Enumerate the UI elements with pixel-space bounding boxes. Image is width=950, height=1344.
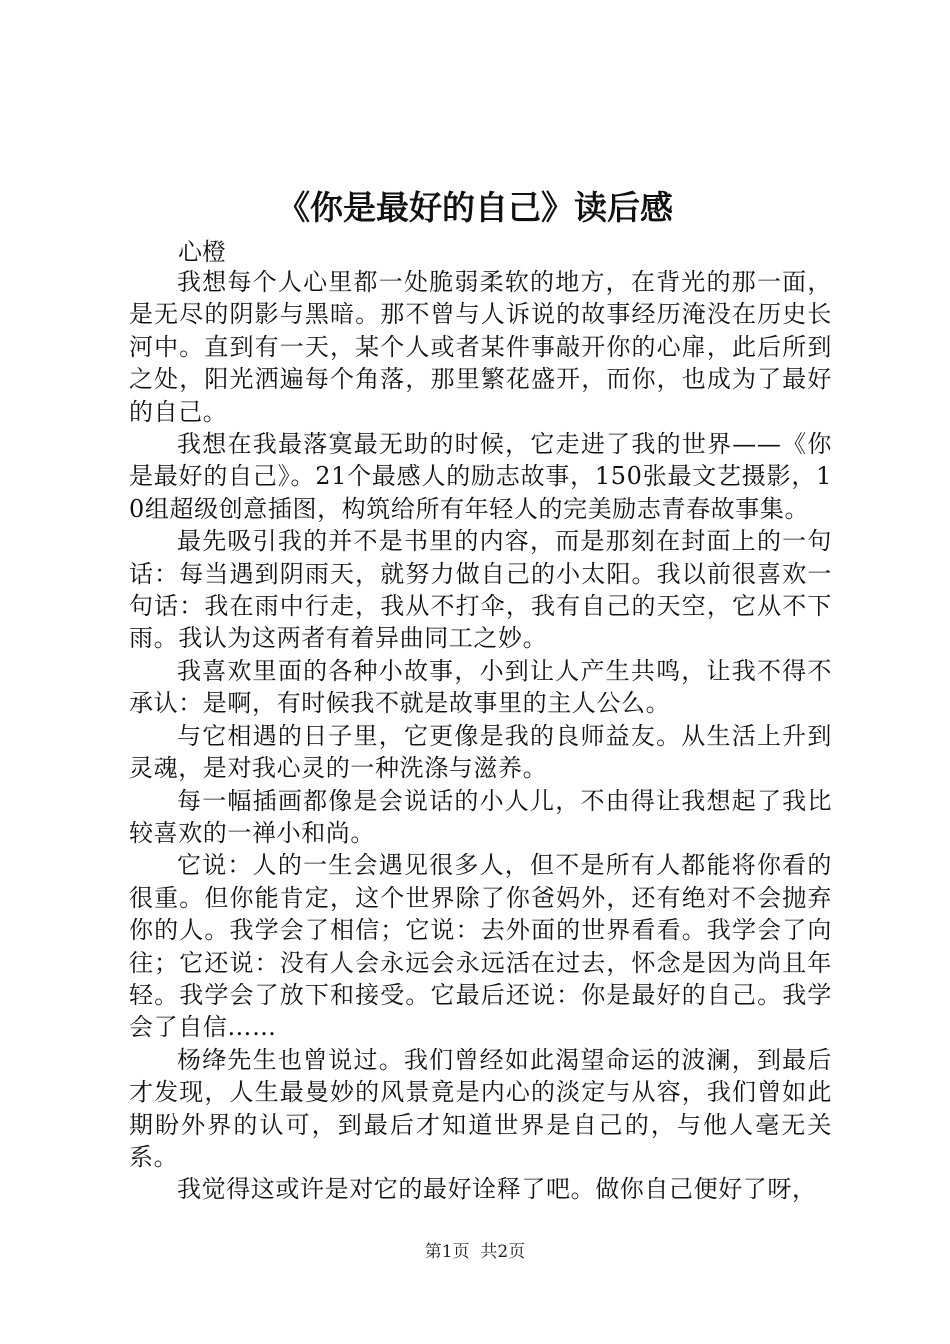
author-name: 心橙 [178, 238, 226, 266]
page-number-footer: 第1页 共2页 [424, 1242, 526, 1262]
paragraph: 我觉得这或许是对它的最好诠释了吧。做你自己便好了呀， [177, 1175, 817, 1204]
paragraph: 每一幅插画都像是会说话的小人儿，不由得让我想起了我比较喜欢的一禅小和尚。 [129, 786, 832, 847]
document-title: 《你是最好的自己》读后感 [277, 188, 673, 227]
paragraph: 与它相遇的日子里，它更像是我的良师益友。从生活上升到灵魂，是对我心灵的一种洗涤与滋养。 [129, 721, 832, 783]
paragraph: 它说：人的一生会遇见很多人，但不是所有人都能将你看的很重。但你能肯定，这个世界除了你爸妈外，还有绝对不会抛弃你的人。我学会了相信；它说：去外面的世界看看。我学会了向往；它还说：没有人会永远会永远活在过去，怀念是因为尚且年轻。我学会了放下和接受。它最后还说：你是最好的自己。我学会了自信…… [129, 851, 832, 1042]
paragraph: 我想在我最落寞最无助的时候，它走进了我的世界——《你是最好的自己》。21个最感人的励志故事，150张最文艺摄影，10组超级创意插图，构筑给所有年轻人的完美励志青春故事集。 [129, 430, 832, 523]
paragraph: 我想每个人心里都一处脆弱柔软的地方，在背光的那一面，是无尽的阴影与黑暗。那不曾与人诉说的故事经历淹没在历史长河中。直到有一天，某个人或者某件事敲开你的心扉，此后所到之处，阳光洒遍每个角落，那里繁花盛开，而你，也成为了最好的自己。 [129, 268, 832, 426]
paragraph: 最先吸引我的并不是书里的内容，而是那刻在封面上的一句话：每当遇到阴雨天，就努力做自己的小太阳。我以前很喜欢一句话：我在雨中行走，我从不打伞，我有自己的天空，它从不下雨。我认为这两者有着异曲同工之妙。 [129, 527, 832, 653]
document-body [129, 266, 832, 1206]
paragraph: 杨绛先生也曾说过。我们曾经如此渴望命运的波澜，到最后才发现，人生最曼妙的风景竟是内心的淡定与从容，我们曾如此期盼外界的认可，到最后才知道世界是自己的，与他人毫无关系。 [129, 1045, 832, 1171]
paragraph: 我喜欢里面的各种小故事，小到让人产生共鸣，让我不得不承认：是啊，有时候我不就是故事里的主人公么。 [129, 656, 832, 718]
